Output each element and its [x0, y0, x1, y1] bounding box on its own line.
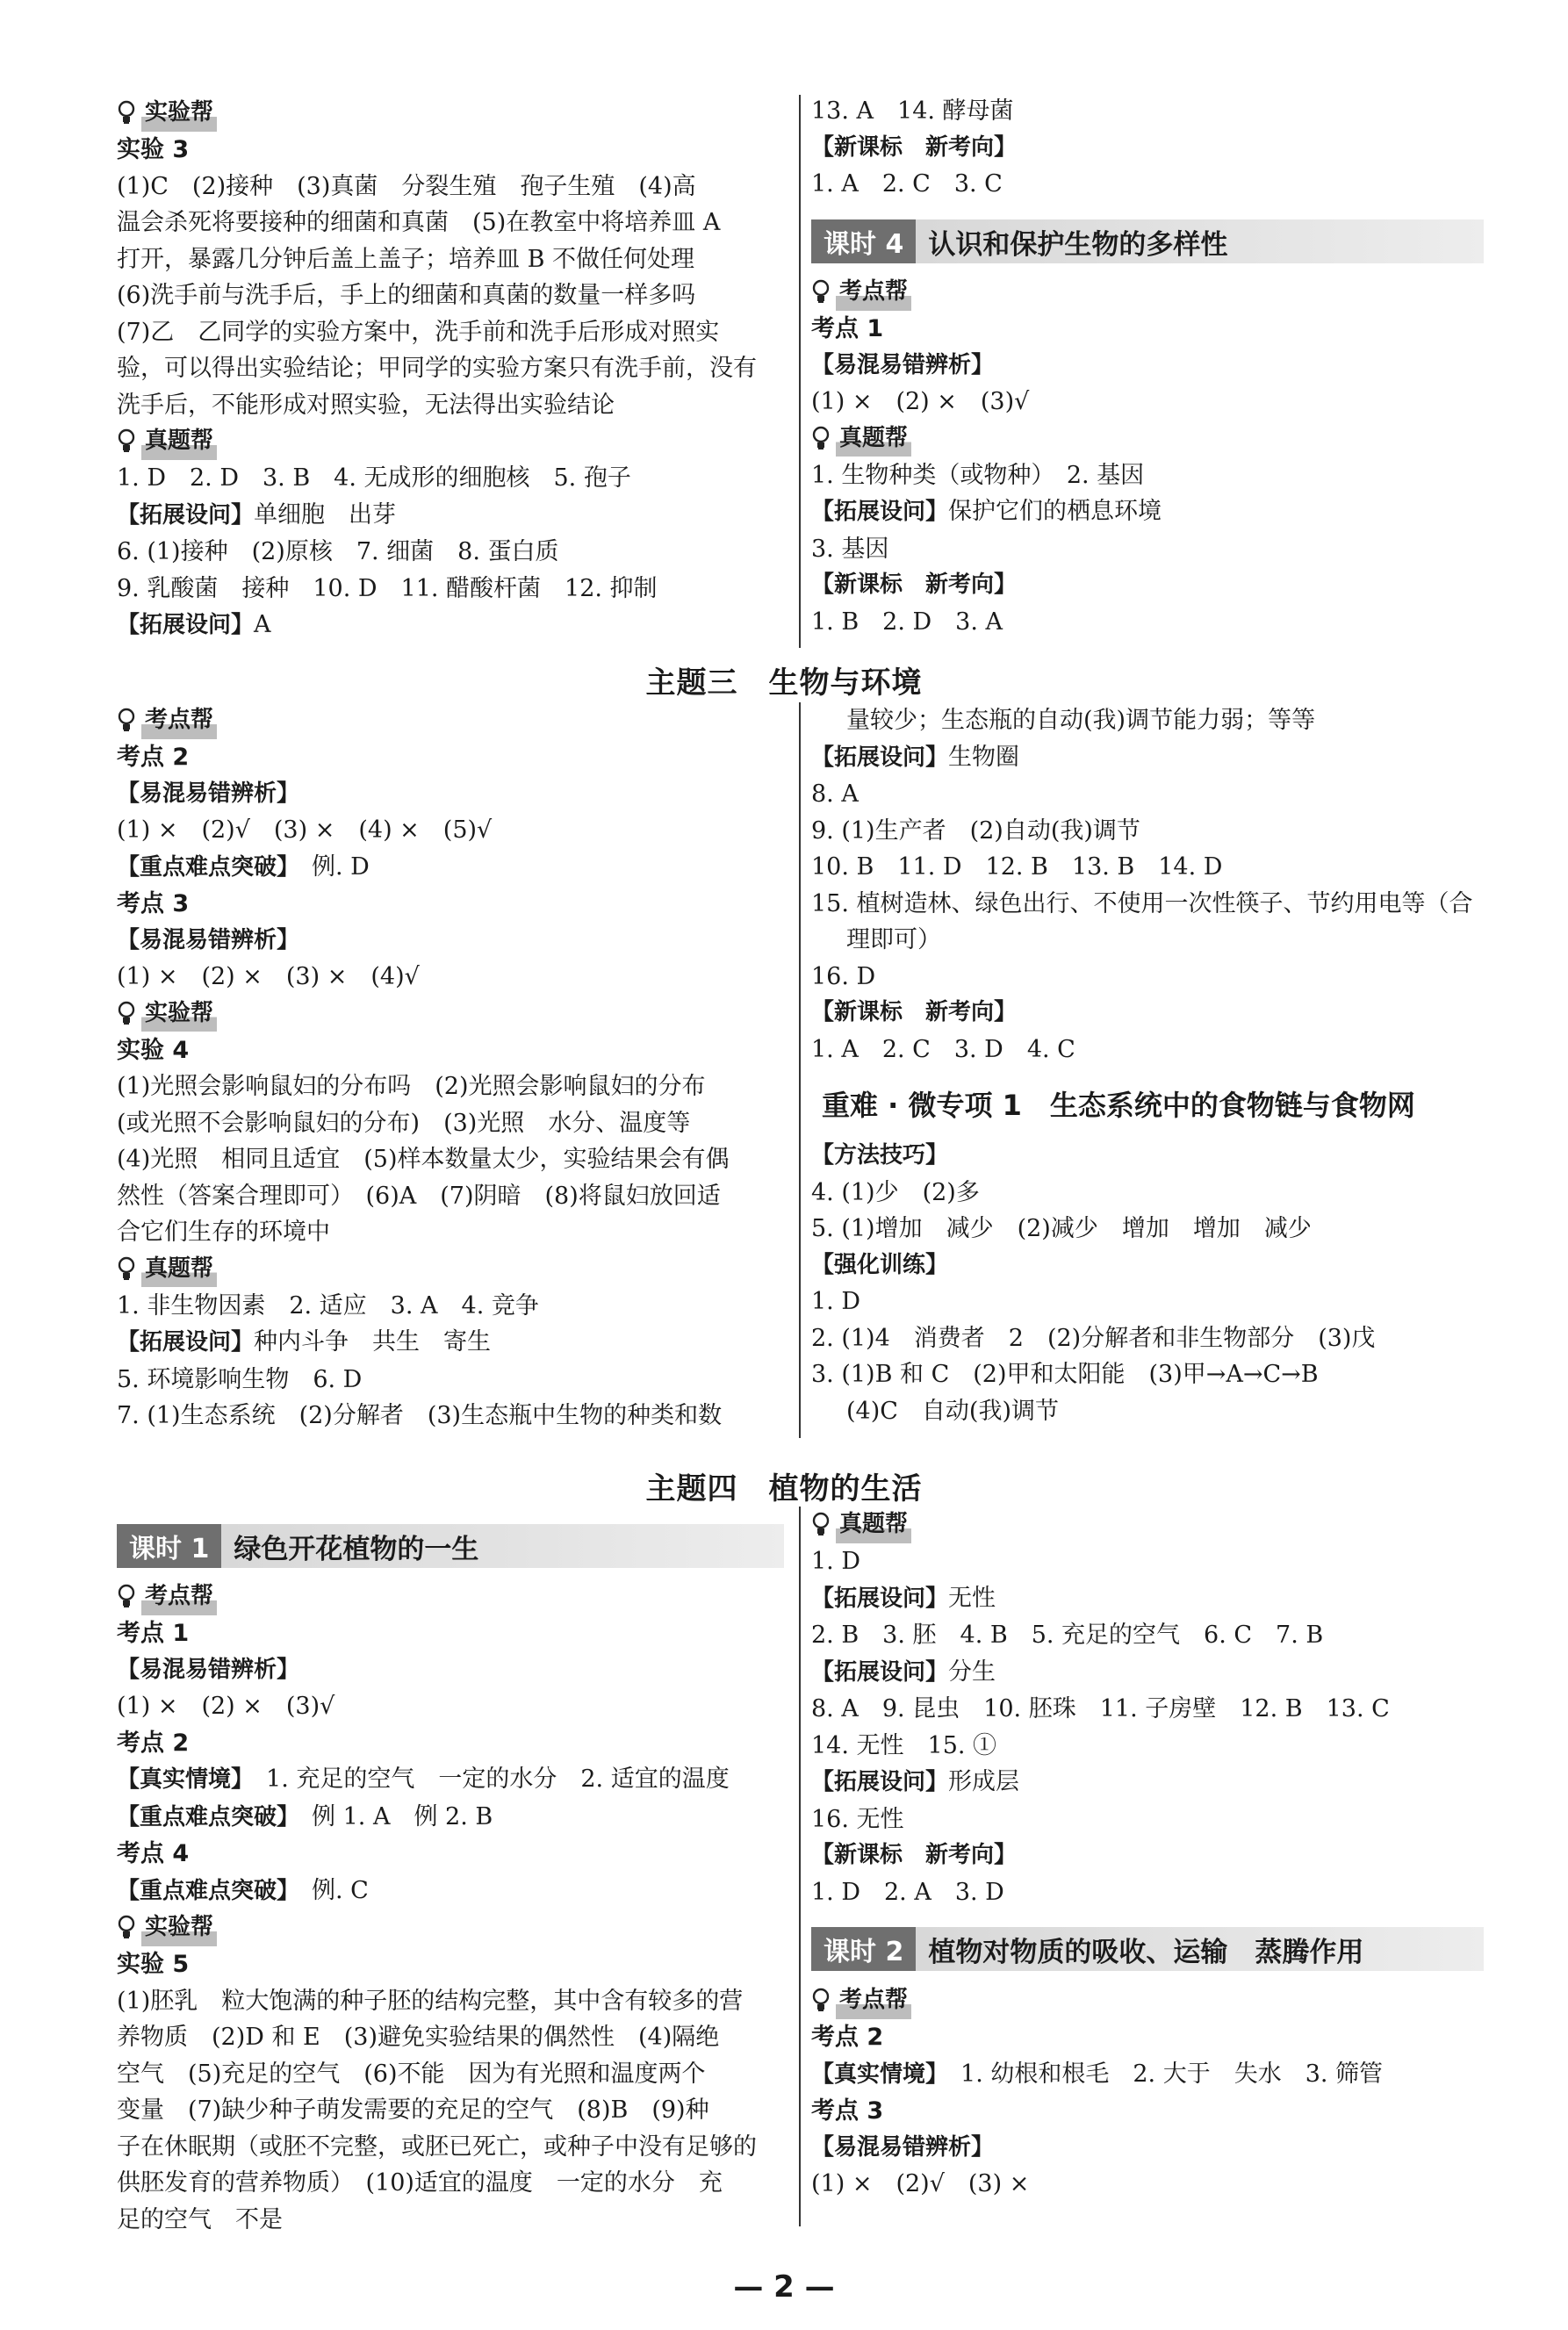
answer-line: 3. (1)B 和 C (2)甲和太阳能 (3)甲→A→C→B	[811, 1361, 1319, 1388]
answer-line: 8. A 9. 昆虫 10. 胚珠 11. 子房壁 12. B 13. C	[811, 1695, 1390, 1722]
answer-line: (1) × (2)√ (3) ×	[811, 2170, 1030, 2197]
zhongdian-line: 【重点难点突破】 例. D	[117, 852, 370, 881]
lightbulb-icon	[117, 1915, 136, 1941]
lesson-tag: 课时 1	[117, 1524, 221, 1568]
qianghua-label: 【强化训练】	[811, 1251, 949, 1278]
section1-right-column	[811, 93, 1487, 203]
xinkebiao-label: 【新课标 新考向】	[811, 133, 1018, 161]
answer-line: 1. D	[811, 1288, 860, 1315]
lightbulb-icon	[811, 279, 831, 306]
kaodian-badge: 考点帮	[117, 702, 789, 739]
column-divider	[799, 95, 801, 648]
lesson-title: 认识和保护生物的多样性	[928, 228, 1228, 261]
answer-line: 1. D 2. D 3. B 4. 无成形的细胞核 5. 孢子	[117, 464, 631, 492]
lesson-tag: 课时 4	[811, 219, 916, 263]
experiment-title: 实验 5	[117, 1951, 190, 1978]
answer-line: 6. (1)接种 (2)原核 7. 细菌 8. 蛋白质	[117, 538, 559, 565]
answer-line: (1)光照会影响鼠妇的分布吗 (2)光照会影响鼠妇的分布	[117, 1073, 706, 1100]
xinkebiao-label: 【新课标 新考向】	[811, 1842, 1018, 1868]
experiment-title: 实验 4	[117, 1036, 190, 1064]
answer-line: 15. 植树造林、绿色出行、不使用一次性筷子、节约用电等（合	[811, 889, 1473, 917]
xinkebiao-label: 【新课标 新考向】	[811, 572, 1018, 598]
tuozhan-line: 【拓展设问】无性	[811, 1584, 996, 1612]
answer-line: (1)胚乳 粒大饱满的种子胚的结构完整，其中含有较多的营	[117, 1987, 744, 2015]
tuozhan-line: 【拓展设问】生物圈	[811, 743, 1020, 771]
theme3-title: 主题三 生物与环境	[645, 665, 923, 701]
section2-left-column	[117, 702, 789, 1435]
zhenti-badge: 真题帮	[811, 1507, 1487, 1543]
answer-line: (4)C 自动(我)调节	[846, 1397, 1059, 1425]
yihun-label: 【易混易错辨析】	[117, 1656, 300, 1683]
lesson-title: 植物对物质的吸收、运输 蒸腾作用	[928, 1936, 1364, 1968]
answer-line: 14. 无性 15. ①	[811, 1731, 997, 1759]
answer-line: 9. 乳酸菌 接种 10. D 11. 醋酸杆菌 12. 抑制	[117, 574, 658, 602]
lesson-tag: 课时 2	[811, 1927, 916, 1971]
answer-line: 5. (1)增加 减少 (2)减少 增加 增加 减少	[811, 1215, 1312, 1242]
zhenshi-line: 【真实情境】 1. 充足的空气 一定的水分 2. 适宜的温度	[117, 1765, 730, 1793]
lightbulb-icon	[117, 1256, 136, 1283]
answer-line: 1. B 2. D 3. A	[811, 608, 1003, 636]
special-topic-title: 重难 · 微专项 1 生态系统中的食物链与食物网	[822, 1089, 1415, 1122]
shiyan-badge: 实验帮	[117, 1909, 789, 1946]
fangfa-label: 【方法技巧】	[811, 1142, 949, 1169]
section1-left-column	[117, 95, 789, 644]
tuozhan-line: 【拓展设问】A	[117, 611, 271, 638]
answer-line: (1) × (2) × (3) × (4)√	[117, 963, 420, 990]
answer-line: 洗手后，不能形成对照实验，无法得出实验结论	[117, 391, 615, 419]
kaodian-badge: 考点帮	[117, 1579, 789, 1615]
zhenti-badge: 真题帮	[117, 1251, 789, 1288]
lightbulb-icon	[811, 1988, 831, 2014]
answer-line: 10. B 11. D 12. B 13. B 14. D	[811, 853, 1223, 881]
zhenti-badge: 真题帮	[117, 423, 789, 460]
answer-line: 8. A	[811, 780, 859, 808]
answer-line: 3. 基因	[811, 535, 889, 563]
kaodian-title: 考点 2	[117, 1729, 190, 1757]
answer-line: 合它们生存的环境中	[117, 1219, 330, 1246]
kaodian-title: 考点 4	[117, 1840, 190, 1867]
section1-right-column-lower	[811, 274, 1487, 640]
lightbulb-icon	[811, 426, 831, 452]
kaodian-title: 考点 1	[117, 1620, 190, 1647]
page-number: — 2 —	[733, 2269, 835, 2305]
answer-line: 理即可）	[846, 926, 941, 953]
answer-line: 验，可以得出实验结论；甲同学的实验方案只有洗手前，没有	[117, 355, 757, 382]
answer-line: (4)光照 相同且适宜 (5)样本数量太少，实验结果会有偶	[117, 1146, 730, 1173]
answer-line: 空气 (5)充足的空气 (6)不能 因为有光照和温度两个	[117, 2060, 706, 2088]
answer-line: 1. A 2. C 3. D 4. C	[811, 1035, 1075, 1063]
column-divider	[799, 702, 801, 1438]
kaodian-badge: 考点帮	[811, 1982, 1487, 2019]
answer-line: (1) × (2) × (3)√	[811, 388, 1030, 415]
lesson4-header	[811, 219, 1484, 263]
yihun-label: 【易混易错辨析】	[811, 2133, 995, 2161]
answer-line: 2. (1)4 消费者 2 (2)分解者和非生物部分 (3)戊	[811, 1324, 1376, 1352]
answer-line: (或光照不会影响鼠妇的分布) (3)光照 水分、温度等	[117, 1109, 691, 1137]
answer-line: (1) × (2) × (3)√	[117, 1693, 335, 1720]
answer-line: 1. D	[811, 1548, 860, 1575]
lightbulb-icon	[811, 1512, 831, 1538]
tuozhan-line: 【拓展设问】种内斗争 共生 寄生	[117, 1328, 492, 1356]
xinkebiao-label: 【新课标 新考向】	[811, 999, 1018, 1025]
answer-line: (7)乙 乙同学的实验方案中，洗手前和洗手后形成对照实	[117, 318, 720, 346]
answer-line: 打开，暴露几分钟后盖上盖子；培养皿 B 不做任何处理	[117, 245, 695, 273]
section2-right-column-lower	[811, 1138, 1487, 1429]
lightbulb-icon	[117, 1584, 136, 1610]
tuozhan-line: 【拓展设问】分生	[811, 1658, 996, 1686]
shiyan-badge: 实验帮	[117, 95, 789, 132]
answer-line: 2. B 3. 胚 4. B 5. 充足的空气 6. C 7. B	[811, 1622, 1324, 1649]
lesson-title: 绿色开花植物的一生	[234, 1533, 479, 1565]
answer-line: 4. (1)少 (2)多	[811, 1178, 980, 1206]
answer-line: 变量 (7)缺少种子萌发需要的充足的空气 (8)B (9)种	[117, 2096, 709, 2124]
answer-line: 5. 环境影响生物 6. D	[117, 1365, 363, 1393]
answer-line: 16. D	[811, 962, 876, 990]
answer-line: 7. (1)生态系统 (2)分解者 (3)生态瓶中生物的种类和数	[117, 1402, 723, 1429]
shiyan-badge: 实验帮	[117, 996, 789, 1032]
answer-line: 足的空气 不是	[117, 2205, 283, 2233]
answer-line: 供胚发育的营养物质） (10)适宜的温度 一定的水分 充	[117, 2169, 723, 2197]
lightbulb-icon	[117, 100, 136, 126]
kaodian-badge: 考点帮	[811, 274, 1487, 311]
yihun-label: 【易混易错辨析】	[811, 351, 995, 378]
answer-line: 1. A 2. C 3. C	[811, 170, 1003, 198]
lightbulb-icon	[117, 1001, 136, 1027]
experiment-title: 实验 3	[117, 136, 190, 163]
lesson2-header	[811, 1927, 1484, 1971]
answer-line: 9. (1)生产者 (2)自动(我)调节	[811, 816, 1140, 845]
answer-line: (6)洗手前与洗手后，手上的细菌和真菌的数量一样多吗	[117, 282, 696, 309]
zhongdian-line: 【重点难点突破】 例 1. A 例 2. B	[117, 1802, 493, 1830]
tuozhan-line: 【拓展设问】保护它们的栖息环境	[811, 498, 1162, 525]
tuozhan-line: 【拓展设问】单细胞 出芽	[117, 500, 397, 529]
kaodian-title: 考点 3	[811, 2097, 884, 2125]
theme4-title: 主题四 植物的生活	[645, 1471, 923, 1507]
answer-line: 温会杀死将要接种的细菌和真菌 (5)在教室中将培养皿 A	[117, 209, 721, 236]
kaodian-title: 考点 2	[811, 2024, 884, 2051]
answer-line: 1. 非生物因素 2. 适应 3. A 4. 竞争	[117, 1291, 539, 1320]
zhenshi-line: 【真实情境】 1. 幼根和根毛 2. 大于 失水 3. 筛管	[811, 2060, 1384, 2088]
answer-line: 1. 生物种类（或物种） 2. 基因	[811, 461, 1145, 489]
section3-right-column-lower	[811, 1982, 1487, 2203]
yihun-label: 【易混易错辨析】	[117, 780, 300, 807]
answer-line: 然性（答案合理即可） (6)A (7)阴暗 (8)将鼠妇放回适	[117, 1182, 721, 1210]
kaodian-title: 考点 3	[117, 890, 190, 917]
section2-right-column	[811, 702, 1487, 1068]
lightbulb-icon	[117, 428, 136, 455]
column-divider	[799, 1507, 801, 2226]
answer-line: 1. D 2. A 3. D	[811, 1878, 1004, 1906]
answer-line: 13. A 14. 酵母菌	[811, 97, 1014, 125]
answer-line: (1) × (2)√ (3) × (4) × (5)√	[117, 816, 493, 844]
answer-line: (1)C (2)接种 (3)真菌 分裂生殖 孢子生殖 (4)高	[117, 172, 696, 200]
lightbulb-icon	[117, 708, 136, 734]
zhenti-badge: 真题帮	[811, 421, 1487, 457]
answer-line: 16. 无性	[811, 1805, 904, 1833]
answer-line: 量较少；生态瓶的自动(我)调节能力弱；等等	[846, 707, 1316, 734]
section3-right-column	[811, 1507, 1487, 1910]
zhongdian-line: 【重点难点突破】 例. C	[117, 1876, 369, 1904]
answer-line: 子在休眠期（或胚不完整，或胚已死亡，或种子中没有足够的	[117, 2132, 757, 2161]
yihun-label: 【易混易错辨析】	[117, 926, 300, 953]
kaodian-title: 考点 2	[117, 744, 190, 771]
answer-line: 养物质 (2)D 和 E (3)避免实验结果的偶然性 (4)隔绝	[117, 2024, 720, 2051]
kaodian-title: 考点 1	[811, 315, 884, 342]
lesson1-header	[117, 1524, 784, 1568]
tuozhan-line: 【拓展设问】形成层	[811, 1768, 1020, 1795]
section3-left-column	[117, 1579, 789, 2238]
